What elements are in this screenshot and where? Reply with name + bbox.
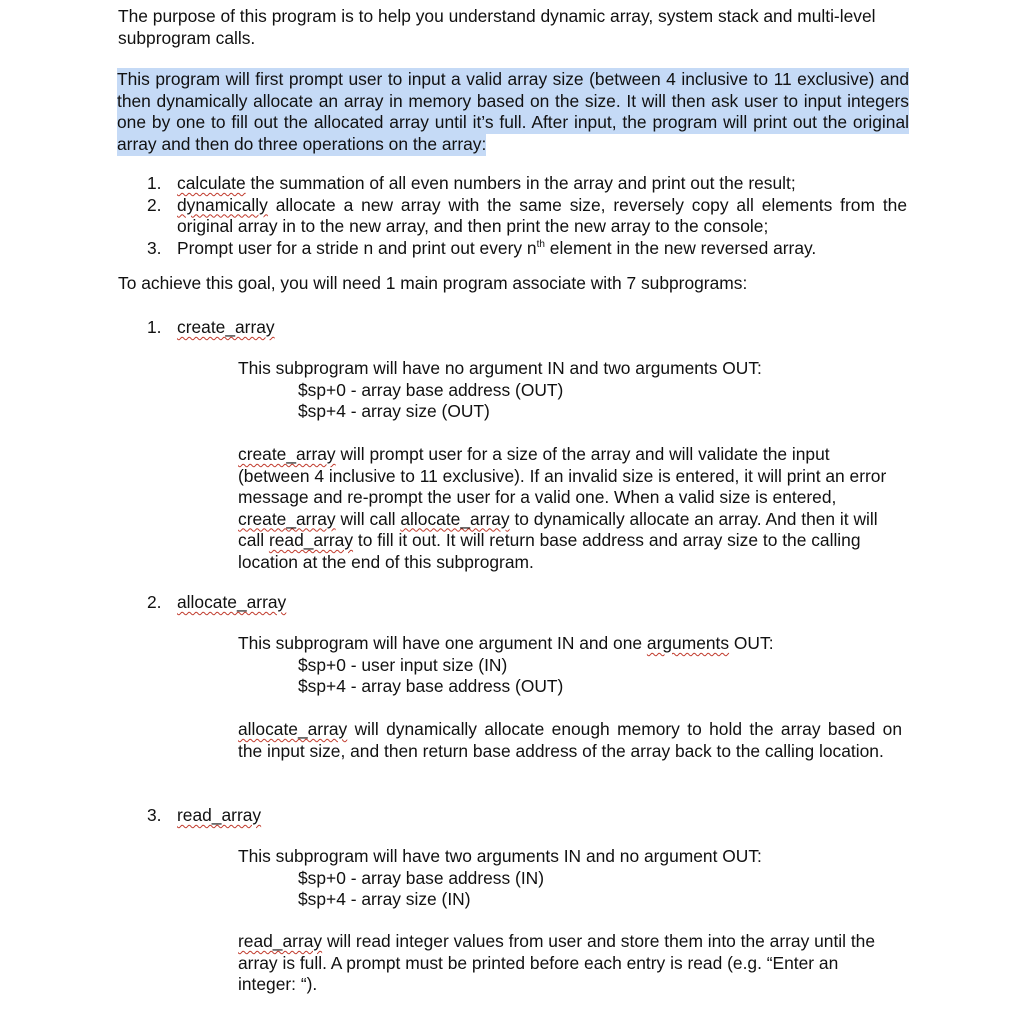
argument-line: $sp+0 - user input size (IN) [298,654,508,675]
subprogram-heading: 1. create_array [147,317,275,337]
intro-paragraph: The purpose of this program is to help you understand dynamic array, system stack and multi-level subprogram calls. [118,6,876,48]
spellcheck-word[interactable]: create_array [238,508,336,529]
spellcheck-word[interactable]: allocate_array [400,508,510,529]
spellcheck-word[interactable]: read_array [177,805,262,825]
spellcheck-word[interactable]: create_array [177,317,275,337]
subprogram-signature: This subprogram will have one argument IN and one arguments OUT: $sp+0 - user input size (IN) $sp+4 - array base address (OUT) [238,633,908,698]
spellcheck-word[interactable]: create_array [238,444,336,464]
list-item: 2. dynamically allocate a new array with the same size, reversely copy all elements from the original array in to the new array, and then print the new array to the console; [147,194,907,236]
spellcheck-word[interactable]: allocate_array [238,719,348,739]
subprogram-description: allocate_array will dynamically allocate enough memory to hold the array based on the input size, and then return base address of the array back to the calling location. [238,719,902,761]
goal-paragraph: To achieve this goal, you will need 1 main program associate with 7 subprograms: [118,273,748,293]
subprogram-signature: This subprogram will have two arguments IN and no argument OUT: $sp+0 - array base address (IN) $sp+4 - array size (IN) [238,846,908,911]
subprogram-signature: This subprogram will have no argument IN and two arguments OUT: $sp+0 - array base address (OUT) $sp+4 - array size (OUT) [238,358,908,423]
argument-line: $sp+0 - array base address (OUT) [298,379,564,400]
spellcheck-word[interactable]: dynamically [177,194,268,215]
argument-line: $sp+4 - array base address (OUT) [298,676,564,696]
spellcheck-word[interactable]: allocate_array [177,592,287,612]
list-item: 3. Prompt user for a stride n and print out every $n^{th}$ element in the new reversed array. [147,237,817,258]
argument-line: $sp+4 - array size (OUT) [298,401,490,421]
highlighted-paragraph[interactable] [117,69,909,155]
operations-list [147,173,907,259]
subprogram-description: read_array will read integer values from user and store them into the array until the array is full. A prompt must be printed before each entry is read (e.g. “Enter an integer: “). [238,931,876,994]
argument-line: $sp+4 - array size (IN) [298,889,471,909]
spellcheck-word[interactable]: arguments [646,633,730,653]
spellcheck-word[interactable]: read_array [238,931,323,951]
subprogram-description: create_array will prompt user for a size of the array and will validate the input (between 4 inclusive to 11 exclusive). If an invalid size is entered, it will print an error message and re-prompt the user for a valid one. When a valid size is entered, create_array will call allocate_array to dynamically allocate an array. And then it will call read_array to fill it out. It will return base address and array size to the calling location at the end of this subprogram. [238,444,887,572]
subprogram-heading: 2. allocate_array [147,592,287,612]
spellcheck-word[interactable]: read_array [268,530,354,550]
subprogram-heading: 3. read_array [147,805,262,825]
text-selection: This program will first prompt user to input a valid array size (between 4 inclusive to 11 exclusive) and then dynamically allocate an array in memory based on the size. It will then ask user to input integers one by one to fill out the allocated array until it’s full. After input, the program will print out the original array and then do three operations on the array: [117,69,909,154]
list-item: 1. calculate the summation of all even numbers in the array and print out the result; [147,173,796,193]
spellcheck-word[interactable]: calculate [177,173,246,193]
argument-line: $sp+0 - array base address (IN) [298,867,544,888]
